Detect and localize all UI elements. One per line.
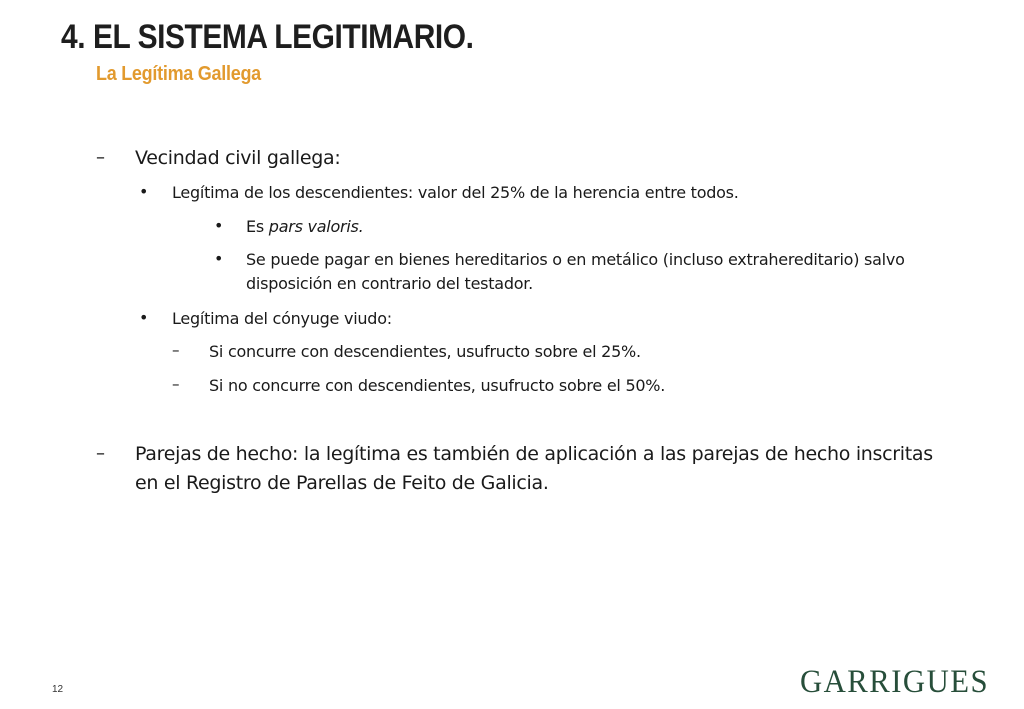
garrigues-logo: GARRIGUES: [800, 664, 990, 700]
list-item-vecindad: Vecindad civil gallega:: [135, 147, 341, 169]
pars-valoris-prefix: Es: [246, 217, 269, 236]
dash-bullet: –: [172, 375, 180, 393]
list-item-pago-line1: Se puede pagar en bienes hereditarios o en metálico (incluso extrahereditario) salvo: [246, 250, 905, 269]
list-item-descendientes: Legítima de los descendientes: valor del 25% de la herencia entre todos.: [172, 183, 739, 202]
bullet-dot: •: [139, 308, 149, 327]
page-number: 12: [52, 684, 64, 695]
pars-valoris-italic: pars valoris.: [268, 217, 364, 236]
list-item-no-concurre: Si no concurre con descendientes, usufructo sobre el 50%.: [209, 376, 666, 395]
bullet-dot: •: [214, 216, 224, 235]
list-item-conyuge: Legítima del cónyuge viudo:: [172, 309, 392, 328]
list-item-parejas-line2: en el Registro de Parellas de Feito de Galicia.: [135, 472, 549, 494]
list-item-parejas-line1: Parejas de hecho: la legítima es también de aplicación a las parejas de hecho inscritas: [135, 443, 933, 465]
dash-bullet: –: [96, 443, 105, 464]
bullet-dot: •: [214, 249, 224, 268]
list-item-pago-line2: disposición en contrario del testador.: [246, 274, 533, 293]
slide-subtitle: La Legítima Gallega: [96, 63, 261, 85]
list-item-pars-valoris: [246, 217, 363, 236]
slide-title: 4. EL SISTEMA LEGITIMARIO.: [61, 18, 474, 56]
dash-bullet: –: [172, 341, 180, 359]
list-item-concurre: Si concurre con descendientes, usufructo sobre el 25%.: [209, 342, 641, 361]
bullet-dot: •: [139, 182, 149, 201]
dash-bullet: –: [96, 147, 105, 168]
